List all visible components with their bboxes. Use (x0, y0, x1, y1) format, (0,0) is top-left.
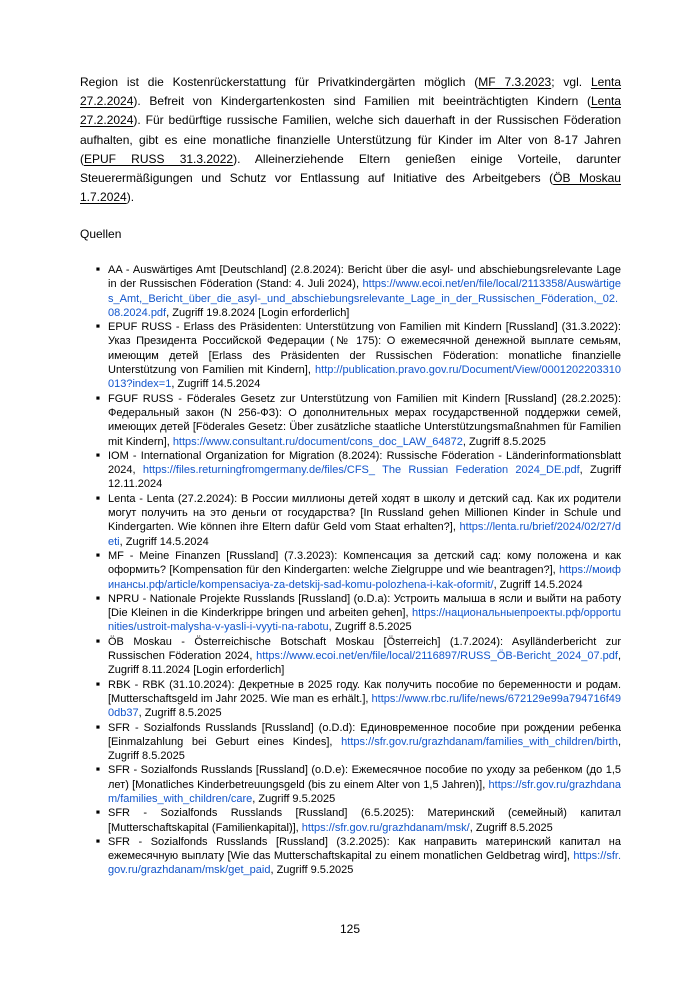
intro-text: ). Für bedürftige russische Familien, welche sich dauerhaft in der Russischen Föderation aufhalten, gibt es eine monatliche finanzielle Unterstützung für Kinder im Alter von 8-17 Jahren ( (80, 113, 621, 166)
citation-ref[interactable]: Lenta 27.2.2024 (80, 94, 621, 128)
source-link[interactable]: https://lenta.ru/brief/2024/02/27/deti (108, 521, 621, 548)
intro-text: ). Alleinerziehende Eltern genießen einige Vorteile, darunter Steuerermäßigungen und Schutz vor Entlassung auf Initiative des Arbeitgebers ( (80, 151, 621, 186)
square-bullet-icon: ■ (96, 266, 100, 273)
source-access-note: , Zugriff 8.5.2025 (108, 735, 621, 763)
source-link[interactable]: https://sfr.gov.ru/grazhdanam/msk/ (301, 821, 470, 834)
intro-text: ). (126, 190, 135, 205)
source-text: SFR - Sozialfonds Russlands [Russland] (o.D.d): Единовременное пособие при рождении ребенка [Einmalzahlung bei Geburt eines Kindes], (108, 721, 621, 748)
intro-text: ). Befreit von Kindergartenkosten sind Familien mit beeinträchtigten Kindern ( (133, 94, 591, 109)
source-item (80, 320, 621, 391)
citation-ref[interactable]: ÖB Moskau 1.7.2024 (80, 171, 621, 205)
source-text: AA - Auswärtiges Amt [Deutschland] (2.8.2024): Bericht über die asyl- und abschiebungsrelevante Lage in der Russischen Föderation (Stand: 4. Juli 2024), (108, 264, 621, 291)
source-item (80, 549, 621, 592)
source-link[interactable]: https://www.consultant.ru/document/cons_doc_LAW_64872 (172, 435, 463, 448)
intro-text: ; vgl. (551, 75, 591, 89)
page-number: 125 (339, 922, 361, 936)
source-link[interactable]: https://национальныепроекты.рф/opportunities/ustroit-malysha-v-yasli-i-vyyti-na-rabotu (108, 607, 621, 634)
source-item (80, 392, 621, 449)
sources-list (80, 263, 621, 878)
source-item (80, 449, 621, 492)
square-bullet-icon: ■ (96, 323, 100, 331)
square-bullet-icon: ■ (96, 394, 100, 402)
source-text: FGUF RUSS - Föderales Gesetz zur Unterstützung von Familien mit Kindern [Russland] (28.2.2025): Федеральный закон (N 256-ФЗ): О дополнительных мерах государственной поддержки семей, имеющих детей [Föderales Gesetz: Über zusätzliche staatliche Unterstützungsmaßnahmen für Familien mit Kindern], (108, 392, 621, 448)
source-text: Lenta - Lenta (27.2.2024): В России миллионы детей ходят в школу и детский сад. Как их родители могут получить на это деньги от государства? [In Russland gehen Millionen Kinder in Schule und Kindergarten. Wie können ihre Eltern dafür Geld vom Staat erhalten?], (108, 492, 621, 534)
square-bullet-icon: ■ (96, 451, 100, 459)
square-bullet-icon: ■ (96, 594, 100, 602)
square-bullet-icon: ■ (96, 837, 100, 845)
source-link[interactable]: https://sfr.gov.ru/grazhdanam/msk/get_paid (108, 850, 621, 877)
source-text: RBK - RBK (31.10.2024): Декретные в 2025 году. Как получить пособие по беременности и родам. [Mutterschaftsgeld im Jahr 2025. Wie man es erhält.], (108, 678, 621, 705)
source-access-note: , Zugriff 8.5.2025 (469, 821, 553, 834)
source-access-note: , Zugriff 8.5.2025 (328, 621, 412, 634)
square-bullet-icon: ■ (96, 494, 100, 502)
square-bullet-icon: ■ (96, 680, 100, 688)
source-access-note: , Zugriff 12.11.2024 (108, 464, 622, 491)
source-item (80, 678, 621, 721)
source-item (80, 592, 621, 635)
source-text: IOM - International Organization for Migration (8.2024): Russische Föderation - Länderinformationsblatt 2024, (108, 449, 621, 477)
source-access-note: , Zugriff 8.11.2024 [Login erforderlich] (108, 650, 621, 677)
source-link[interactable]: https://www.ecoi.net/en/file/local/2116897/RUSS_ÖB-Bericht_2024_07.pdf (256, 650, 618, 663)
source-access-note: , Zugriff 19.8.2024 [Login erforderlich] (166, 306, 350, 319)
citation-ref[interactable]: EPUF RUSS 31.3.2022 (84, 151, 234, 166)
source-link[interactable]: https://files.returningfromgermany.de/files/CFS_ The Russian Federation 2024_DE.pdf (142, 464, 580, 477)
source-access-note: , Zugriff 14.5.2024 (171, 378, 261, 391)
square-bullet-icon: ■ (96, 809, 100, 817)
square-bullet-icon: ■ (96, 637, 100, 645)
source-link[interactable]: https://моифинансы.рф/article/kompensaciya-za-detskij-sad-komu-polozhena-i-kak-oformit/ (108, 564, 621, 591)
source-text: ÖB Moskau - Österreichische Botschaft Moskau [Österreich] (1.7.2024): Asylländerbericht zur Russischen Föderation 2024, (108, 635, 621, 663)
source-access-note: , Zugriff 9.5.2025 (252, 792, 336, 805)
source-text: EPUF RUSS - Erlass des Präsidenten: Unterstützung von Familien mit Kindern [Russland] (31.3.2022): Указ Президента Российской Федерации (№ 175): О ежемесячной денежной выплате семьям, имеющим детей [Erlass des Präsidenten der Russischen Föderation: monatliche finanzielle Unterstützung von Familien mit Kindern], (108, 321, 621, 377)
source-item (80, 263, 621, 320)
source-item (80, 835, 621, 878)
source-link[interactable]: https://www.rbc.ru/life/news/672129e99a794716f490db37 (108, 692, 622, 720)
square-bullet-icon: ■ (96, 766, 100, 774)
source-link[interactable]: http://publication.pravo.gov.ru/Document/View/0001202203310013?index=1 (108, 364, 621, 391)
source-text: SFR - Sozialfonds Russlands [Russland] (3.2.2025): Как направить материнский капитал на ежемесячную выплату [Wie das Mutterschaftskapital zu einem monatlichen Geldbetrag wird], (108, 835, 621, 863)
source-link[interactable]: https://www.ecoi.net/en/file/local/2113358/Auswärtiges_Amt,_Bericht_über_die_asyl-_und_abschiebungsrelevante_Lage_in_der_Russischen_Föderation,_02.08.2024.pdf (108, 278, 621, 319)
source-link[interactable]: https://sfr.gov.ru/grazhdanam/families_with_children/care (108, 778, 621, 805)
source-item (80, 635, 621, 678)
source-text: NPRU - Nationale Projekte Russlands [Russland] (o.D.a): Устроить малыша в ясли и выйти на работу [Die Kleinen in die Kinderkrippe bringen und arbeiten gehen], (108, 592, 621, 620)
citation-ref[interactable]: MF 7.3.2023 (478, 75, 552, 89)
sources-heading: Quellen (80, 227, 122, 241)
source-item (80, 806, 621, 835)
source-access-note: , Zugriff 9.5.2025 (270, 864, 354, 877)
square-bullet-icon: ■ (96, 551, 100, 559)
source-item (80, 763, 621, 806)
source-access-note: , Zugriff 8.5.2025 (462, 435, 546, 448)
intro-text: Region ist die Kostenrückerstattung für Privatkindergärten möglich ( (80, 75, 479, 89)
source-item (80, 492, 621, 549)
source-link[interactable]: https://sfr.gov.ru/grazhdanam/families_with_children/birth (341, 735, 618, 748)
citation-ref[interactable]: Lenta 27.2.2024 (80, 75, 621, 109)
square-bullet-icon: ■ (96, 723, 100, 731)
source-text: SFR - Sozialfonds Russlands [Russland] (6.5.2025): Материнский (семейный) капитал [Mutterschaftskapital (Familienkapital)], (108, 807, 621, 834)
source-text: SFR - Sozialfonds Russlands [Russland] (o.D.e): Ежемесячное пособие по уходу за ребенком (до 1,5 лет) [Monatliches Kinderbetreuungsgeld (bis zu einem Alter von 1,5 Jahren)], (108, 764, 621, 791)
source-access-note: , Zugriff 14.5.2024 (493, 578, 583, 591)
source-access-note: , Zugriff 14.5.2024 (119, 535, 209, 548)
source-text: MF - Meine Finanzen [Russland] (7.3.2023): Компенсация за детский сад: кому положена и как оформить? [Kompensation für den Kindergarten: welche Zielgruppe und wie beantragen?], (108, 549, 621, 577)
source-item (80, 721, 621, 764)
intro-paragraph (80, 73, 621, 207)
source-access-note: , Zugriff 8.5.2025 (138, 707, 222, 720)
